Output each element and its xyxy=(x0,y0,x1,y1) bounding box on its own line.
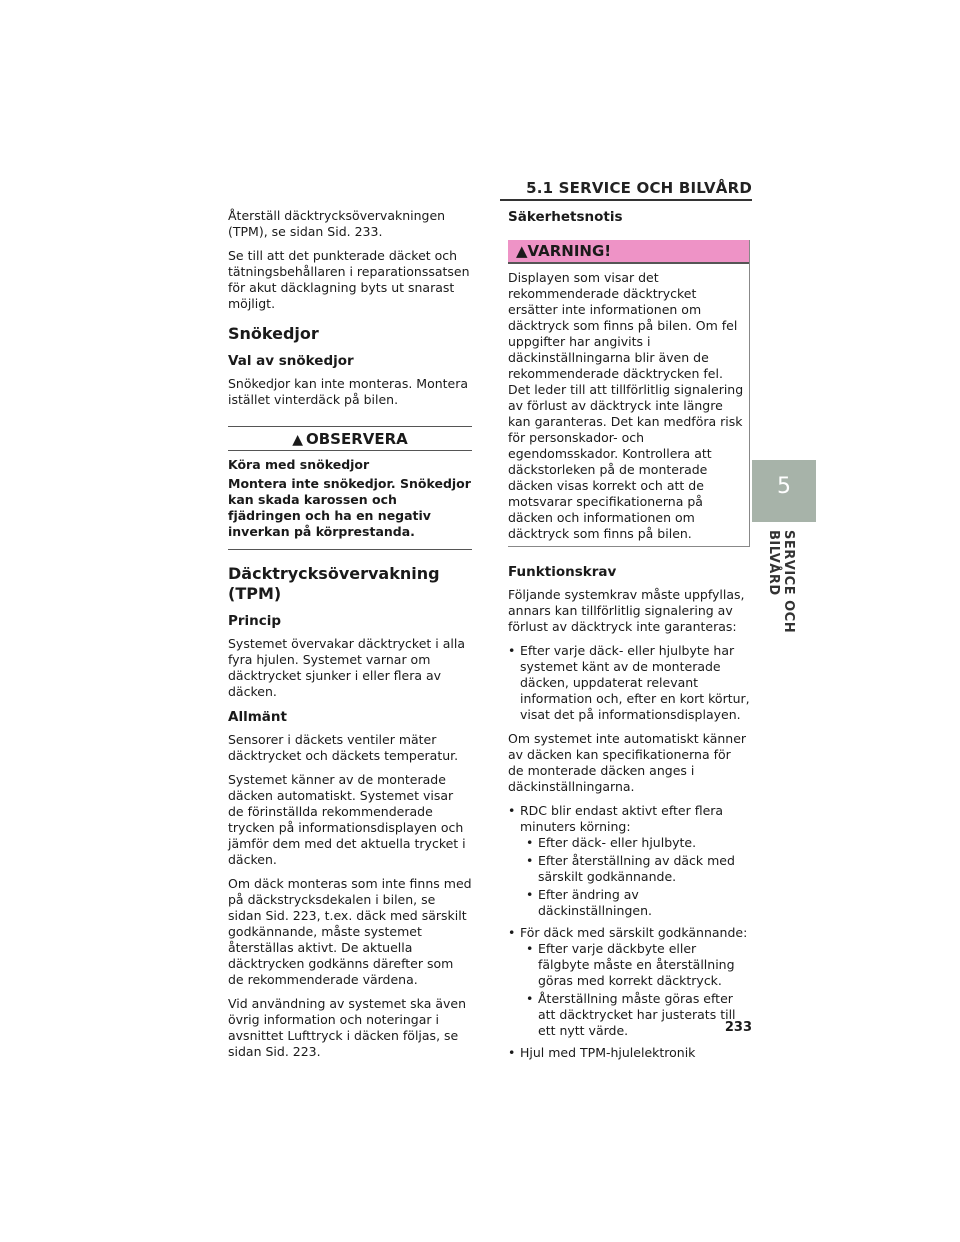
notice-text: Montera inte snökedjor. Snökedjor kan skada karossen och fjädringen och ha en negativ inverkan på körprestanda. xyxy=(228,476,471,539)
paragraph: Om däck monteras som inte finns med på däckstrycksdekalen i bilen, se sidan Sid. 223, t.ex. däck med särskilt godkännande, måste systemet återställas aktivt. De aktuella däcktrycken godkänns därefter som de rekommenderade värdena. xyxy=(228,876,472,987)
notice-title-text: OBSERVERA xyxy=(305,430,408,448)
heading-snow-chains: Snökedjor xyxy=(228,324,319,343)
chapter-number: 5 xyxy=(777,474,791,499)
paragraph: Systemet känner av de monterade däcken automatiskt. Systemet visar de förinställda rekommenderade trycken på informationsdisplayen och jämför dem med det aktuella trycket i däcken. xyxy=(228,772,466,867)
left-column xyxy=(228,208,472,1068)
chapter-label: SERVICE OCH BILVÅRD xyxy=(766,530,796,634)
list-item: • Hjul med TPM-hjulelektronik xyxy=(508,1045,750,1061)
warning-title xyxy=(508,240,749,264)
list-item: • Efter varje däck- eller hjulbyte har systemet känt av de monterade däcken, uppdaterat relevant information och, efter en kort körtur, visat det på informationsdisplayen. xyxy=(508,643,750,723)
sub-list xyxy=(526,835,750,919)
subheading-general: Allmänt xyxy=(228,709,287,725)
header-rule xyxy=(500,199,752,201)
paragraph: Sensorer i däckets ventiler mäter däcktrycket och däckets temperatur. xyxy=(228,732,459,763)
paragraph: Följande systemkrav måste uppfyllas, annars kan tillförlitlig signalering av förlust av däcktryck inte garanteras: xyxy=(508,587,745,634)
notice-box xyxy=(228,426,472,550)
subheading-snow-chains: Val av snökedjor xyxy=(228,353,354,369)
sub-list-item: • Efter varje däckbyte eller fälgbyte måste en återställning göras med korrekt däcktryck. xyxy=(526,941,750,989)
notice-title xyxy=(228,427,472,451)
page-number: 233 xyxy=(724,1020,752,1035)
paragraph: Systemet övervakar däcktrycket i alla fyra hjulen. Systemet varnar om däcktrycket sjunker i eller flera av däcken. xyxy=(228,636,465,699)
section-header: 5.1 SERVICE OCH BILVÅRD xyxy=(526,179,752,197)
sub-list-item: • Efter däck- eller hjulbyte. xyxy=(526,835,750,851)
paragraph: Snökedjor kan inte monteras. Montera istället vinterdäck på bilen. xyxy=(228,376,469,407)
notice-subtitle: Köra med snökedjor xyxy=(228,457,370,472)
requirement-list xyxy=(508,643,750,723)
right-column xyxy=(508,208,750,1069)
warning-triangle-icon: ▲ xyxy=(516,242,528,260)
warning-triangle-icon: ▲ xyxy=(292,432,303,448)
subheading-safety: Säkerhetsnotis xyxy=(508,209,623,225)
list-item-text: För däck med särskilt godkännande: xyxy=(520,925,748,940)
list-item xyxy=(508,803,750,919)
paragraph: Återställ däcktrycksövervakningen (TPM), se sidan Sid. 233. xyxy=(228,208,446,239)
warning-title-text: VARNING! xyxy=(527,242,612,260)
paragraph: Vid användning av systemet ska även övrig information och noteringar i avsnittet Lufttryck i däcken följas, se sidan Sid. 223. xyxy=(228,996,467,1059)
sub-list-item: • Efter ändring av däckinställningen. xyxy=(526,887,750,919)
warning-box xyxy=(508,240,750,547)
list-item-text: RDC blir endast aktivt efter flera minuters körning: xyxy=(520,803,724,834)
heading-tpm: Däcktrycksövervakning (TPM) xyxy=(228,564,440,603)
warning-text: Displayen som visar det rekommenderade däcktrycket ersätter inte informationen om däcktryck som finns på bilen. Om fel uppgifter har angivits i däckinställningarna blir även de rekommenderade däcktrycken fel. Det leder till att tillförlitlig signalering av förlust av däcktryck inte längre kan garanteras. Det kan medföra risk för personskador- och egendomsskador. Kontrollera att däckstorleken på de monterade däcken visas korrekt och att de motsvarar specifikationerna på däcken och informationen om däcktryck som finns på bilen. xyxy=(508,270,744,541)
subheading-function: Funktionskrav xyxy=(508,564,617,580)
sub-list-item: • Efter återställning av däck med särskilt godkännande. xyxy=(526,853,750,885)
paragraph: Se till att det punkterade däcket och tätningsbehållaren i reparationssatsen för akut däcklagning byts ut snarast möjligt. xyxy=(228,248,470,311)
sub-list-item: • Återställning måste göras efter att däcktrycket har justerats till ett nytt värde. xyxy=(526,991,750,1039)
subheading-principle: Princip xyxy=(228,613,282,629)
paragraph: Om systemet inte automatiskt känner av däcken kan specifikationerna för de monterade däcken anges i däckinställningarna. xyxy=(508,731,747,794)
